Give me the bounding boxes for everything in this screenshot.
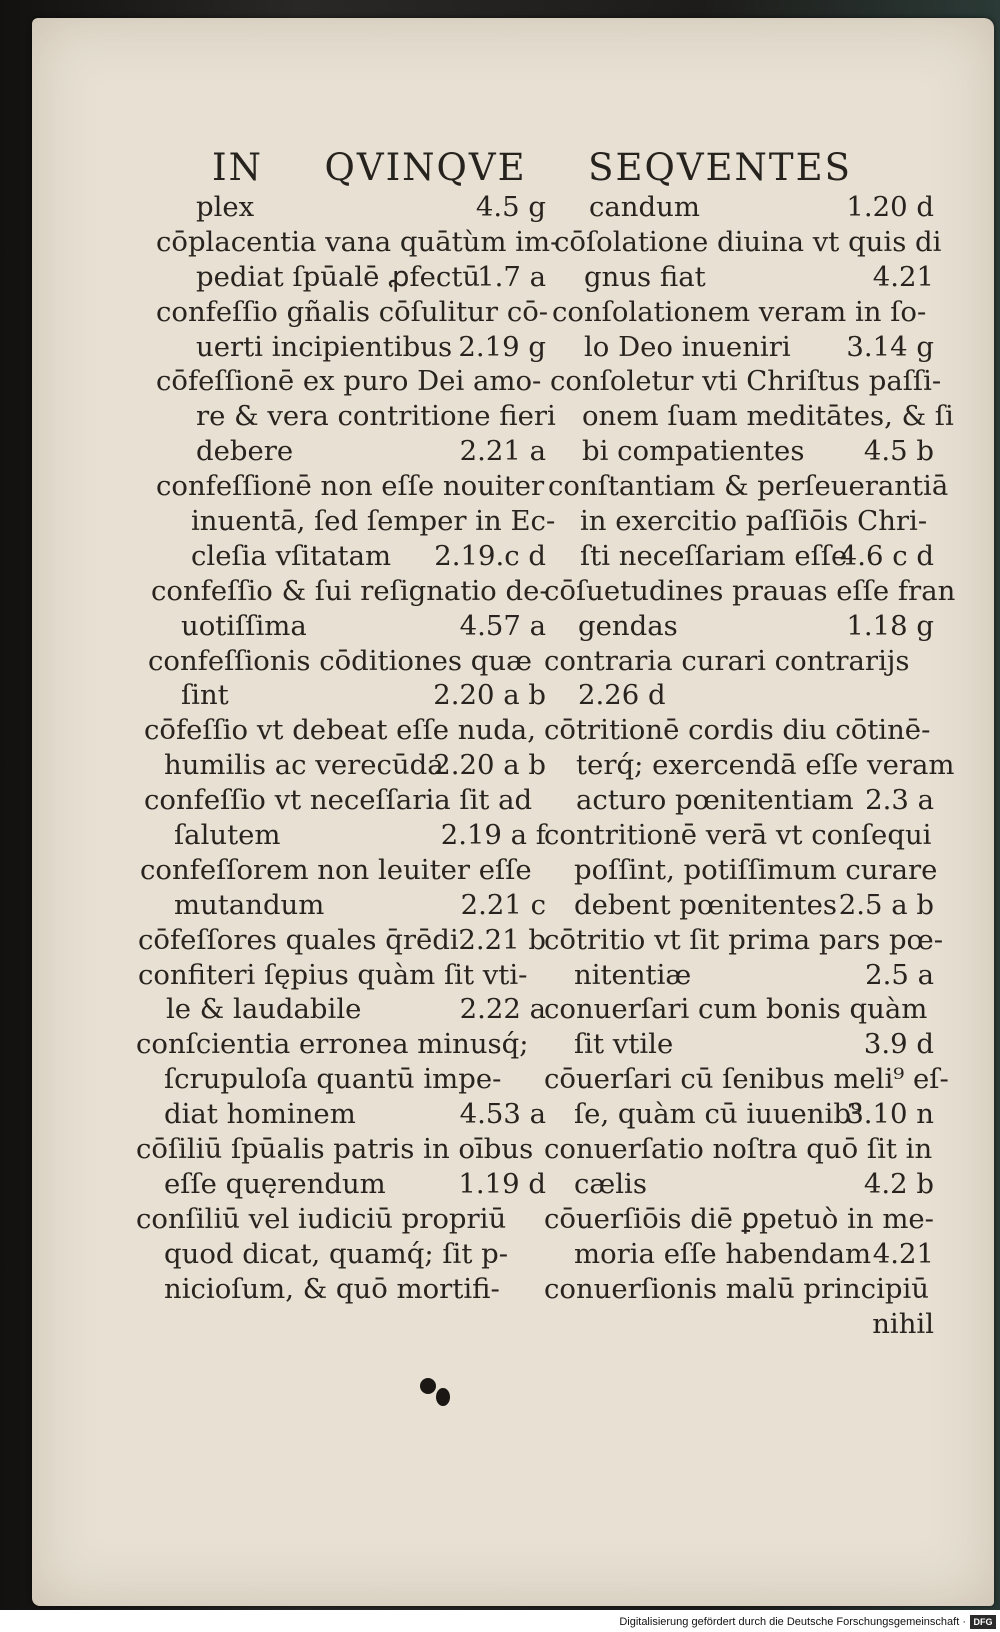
entry-text: plex	[196, 191, 255, 223]
entry-text: in exercitio paſſiōis Chri-	[580, 505, 928, 538]
entry-reference: 2.21 a	[459, 435, 546, 468]
index-entry-line	[544, 644, 934, 679]
entry-reference: 2.22 a	[459, 993, 546, 1026]
index-entry-line	[544, 888, 934, 923]
index-entry-line	[136, 888, 546, 923]
entry-text: nitentiæ	[574, 958, 692, 991]
index-entry-line	[136, 992, 546, 1027]
entry-reference: 4.5 g	[475, 191, 546, 223]
index-entry-line	[136, 1132, 546, 1167]
index-entry-line	[544, 539, 934, 574]
index-entry-line	[544, 678, 934, 713]
entry-text: cōſuetudines prauas eſſe fran	[544, 574, 956, 607]
entry-text: confeſſio & ſui reſignatio de-	[151, 574, 549, 607]
index-entry-line	[136, 1272, 546, 1307]
index-entry-line	[136, 958, 546, 993]
entry-reference: 1.7 a	[477, 260, 546, 293]
index-entry-line	[544, 469, 949, 504]
entry-text: inuentā, ſed ſemper in Ec-	[191, 505, 556, 538]
entry-text: conuerſatio noſtra quō ſit in	[544, 1133, 933, 1166]
index-entry-line	[136, 364, 546, 399]
digitization-credit: Digitalisierung gefördert durch die Deutsche Forschungsgemeinschaft ·	[619, 1616, 966, 1628]
index-entry-line	[136, 225, 560, 260]
index-entry-line	[136, 644, 546, 679]
entry-reference: 4.6 c d	[839, 539, 934, 572]
entry-text: confiteri ſępius quàm ſit vti-	[138, 958, 528, 991]
entry-text: cleſia vſitatam	[191, 539, 392, 572]
entry-text: humilis ac verecūda	[164, 749, 444, 782]
entry-text: cōſiliū ſpūalis patris in oībus	[136, 1133, 534, 1166]
entry-reference: 2.19.c d	[434, 539, 546, 572]
entry-text: ſalutem	[174, 819, 281, 852]
entry-text: ſti neceſſariam eſſe	[580, 539, 848, 572]
index-entry-line	[136, 748, 546, 783]
index-entry-line	[544, 364, 942, 399]
entry-text: gnus fiat	[584, 260, 706, 293]
index-entry-line	[136, 295, 549, 330]
entry-text: le & laudabile	[166, 993, 362, 1026]
entry-text: onem ſuam meditātes, & ſi	[582, 400, 954, 433]
index-entry-line	[136, 713, 546, 748]
index-entry-line	[136, 1027, 546, 1062]
entry-reference: 3.9 d	[863, 1028, 934, 1061]
index-entry-line	[136, 1097, 546, 1132]
index-entry-line	[544, 295, 934, 330]
ink-blot	[420, 1378, 436, 1394]
entry-text: cōfeſſio vt debeat eſſe nuda,	[144, 714, 536, 747]
entry-reference: 2.5 a	[865, 958, 934, 991]
entry-reference: 4.53 a	[459, 1098, 546, 1131]
ink-blot	[436, 1388, 450, 1406]
entry-reference: 1.19 d	[458, 1167, 546, 1200]
index-entry-line	[544, 713, 934, 748]
entry-reference: 3.10 n	[846, 1098, 934, 1131]
entry-text: conſoletur vti Chriſtus paſſi-	[550, 365, 942, 398]
entry-text: terq́; exercendā eſſe veram	[576, 749, 955, 782]
index-entry-line	[544, 1237, 934, 1272]
entry-text: lo Deo inueniri	[584, 330, 791, 363]
entry-text: 2.26 d	[578, 679, 666, 712]
index-entry-line	[136, 190, 546, 225]
index-entry-line	[544, 853, 938, 888]
index-entry-line	[136, 783, 546, 818]
footer-bar	[0, 1610, 1000, 1632]
entry-text: ſit vtile	[574, 1028, 674, 1061]
index-entry-line	[544, 574, 956, 609]
index-entry-line	[136, 609, 546, 644]
index-entry-line	[544, 225, 942, 260]
entry-reference: 2.3 a	[865, 784, 934, 817]
index-entry-line	[136, 504, 556, 539]
entry-text: confeſſionis cōditiones quæ	[148, 644, 532, 677]
index-entry-line	[136, 469, 546, 504]
entry-text: ſcrupuloſa quantū impe-	[164, 1063, 502, 1096]
entry-text: debent pœnitentes	[574, 888, 838, 921]
entry-text: mutandum	[174, 888, 325, 921]
index-entry-line	[136, 818, 546, 853]
index-entry-line	[544, 1167, 934, 1202]
entry-reference: 4.21	[872, 1237, 934, 1270]
entry-text: uotiſſima	[181, 609, 307, 642]
index-entry-line	[544, 399, 954, 434]
entry-text: ſint	[181, 679, 229, 712]
index-entry-line	[544, 992, 934, 1027]
entry-text: conuerſari cum bonis quàm	[544, 993, 928, 1026]
header-word-1: IN	[212, 146, 263, 189]
entry-text: cōuerſiōis diē ꝑpetuò in me-	[544, 1202, 934, 1235]
entry-text: conſiliū vel iudiciū propriū	[136, 1202, 507, 1235]
index-entry-line	[544, 1097, 934, 1132]
entry-reference: nihil	[872, 1307, 934, 1340]
index-entry-line	[544, 1272, 934, 1307]
entry-text: uerti incipientibus	[196, 330, 453, 363]
entry-text: contraria curari contrarijs	[544, 644, 910, 677]
entry-text: cōtritio vt ſit prima pars pœ-	[544, 923, 944, 956]
entry-reference: 2.5 a b	[838, 888, 934, 921]
index-entry-line	[136, 434, 546, 469]
index-entry-line	[136, 539, 546, 574]
entry-reference: 4.5 b	[863, 435, 934, 468]
index-entry-line	[544, 504, 934, 539]
index-entry-line	[544, 434, 934, 469]
index-column-right	[544, 190, 956, 1341]
index-column-left	[136, 190, 560, 1307]
entry-reference: 4.21	[872, 260, 934, 293]
entry-reference: 2.20 a b	[433, 679, 546, 712]
entry-text: confeſſorem non leuiter eſſe	[140, 853, 532, 886]
index-entry-line	[136, 330, 546, 365]
index-entry-line	[136, 1237, 546, 1272]
entry-text: bi compatientes	[582, 435, 805, 468]
entry-text: moria eſſe habendam	[574, 1237, 872, 1270]
index-entry-line	[136, 399, 556, 434]
entry-text: cōtritionē cordis diu cōtinē-	[544, 714, 931, 747]
entry-reference: 3.14 g	[846, 330, 934, 363]
index-entry-line	[544, 818, 934, 853]
entry-text: nicioſum, & quō mortifi-	[164, 1272, 500, 1305]
entry-reference: 2.21 c	[460, 888, 546, 921]
entry-text: conſcientia erronea minusq́;	[136, 1028, 529, 1061]
header-word-2: QVINQVE	[324, 146, 527, 189]
entry-text: cōfeſſionē ex puro Dei amo-	[156, 365, 542, 398]
index-entry-line	[136, 574, 549, 609]
entry-text: pediat ſpūalē ꝓfectū	[196, 260, 481, 293]
index-entry-line	[544, 923, 944, 958]
index-entry-line	[544, 330, 934, 365]
entry-text: eſſe quęrendum	[164, 1167, 386, 1200]
index-entry-line	[544, 1027, 934, 1062]
index-entry-line	[544, 609, 934, 644]
index-entry-line	[544, 190, 934, 225]
entry-text: cōſolatione diuina vt quis di	[554, 225, 942, 258]
entry-reference: 1.18 g	[846, 609, 934, 642]
entry-text: acturo pœnitentiam	[576, 784, 854, 817]
entry-text: quod dicat, quamq́; ſit p-	[164, 1237, 509, 1270]
entry-text: confeſſio gñalis cōſulitur cō-	[156, 295, 549, 328]
index-entry-line	[544, 1132, 934, 1167]
entry-text: conſtantiam & perſeuerantiā	[548, 470, 949, 503]
dfg-logo: DFG	[970, 1615, 996, 1629]
entry-text: cōfeſſores quales q̄rēdi	[138, 923, 459, 956]
index-entry-line	[136, 1167, 546, 1202]
entry-text: candum	[589, 191, 700, 223]
entry-text: confeſſio vt neceſſaria ſit ad	[144, 784, 533, 817]
entry-text: conſolationem veram in ſo-	[552, 295, 927, 328]
index-entry-line	[544, 260, 934, 295]
entry-reference: 2.19 a f	[440, 819, 546, 852]
index-entry-line	[544, 1307, 934, 1342]
header-word-3: SEQVENTES	[588, 146, 852, 189]
index-entry-line	[544, 748, 955, 783]
entry-reference: 2.19 g	[458, 330, 546, 363]
index-entry-line	[136, 1062, 546, 1097]
entry-text: cōplacentia vana quātùm im-	[156, 225, 560, 258]
entry-text: ſe, quàm cū iuuenib⁹	[574, 1098, 862, 1131]
entry-text: cælis	[574, 1167, 647, 1200]
index-entry-line	[136, 260, 546, 295]
entry-reference: 2.21 b	[458, 923, 546, 956]
entry-text: debere	[196, 435, 294, 468]
index-entry-line	[544, 783, 934, 818]
running-header	[212, 146, 852, 189]
entry-reference: 4.57 a	[459, 609, 546, 642]
entry-reference: 1.20 d	[846, 191, 934, 223]
entry-text: re & vera contritione fieri	[196, 400, 556, 433]
index-entry-line	[544, 958, 934, 993]
book-page	[32, 18, 994, 1606]
index-entry-line	[136, 678, 546, 713]
entry-reference: 4.2 b	[863, 1167, 934, 1200]
entry-text: gendas	[578, 609, 678, 642]
entry-reference: 2.20 a b	[433, 749, 546, 782]
index-entry-line	[136, 923, 546, 958]
index-entry-line	[544, 1062, 949, 1097]
entry-text: diat hominem	[164, 1098, 356, 1131]
entry-text: cōuerſari cū ſenibus meli⁹ eſ-	[544, 1063, 949, 1096]
index-entry-line	[136, 853, 546, 888]
index-entry-line	[136, 1202, 546, 1237]
entry-text: poſſint, potiſſimum curare	[574, 853, 938, 886]
entry-text: contritionē verā vt conſequi	[544, 819, 932, 852]
entry-text: conuerſionis malū principiū	[544, 1272, 929, 1305]
entry-text: confeſſionē non eſſe nouiter	[156, 470, 545, 503]
index-entry-line	[544, 1202, 934, 1237]
